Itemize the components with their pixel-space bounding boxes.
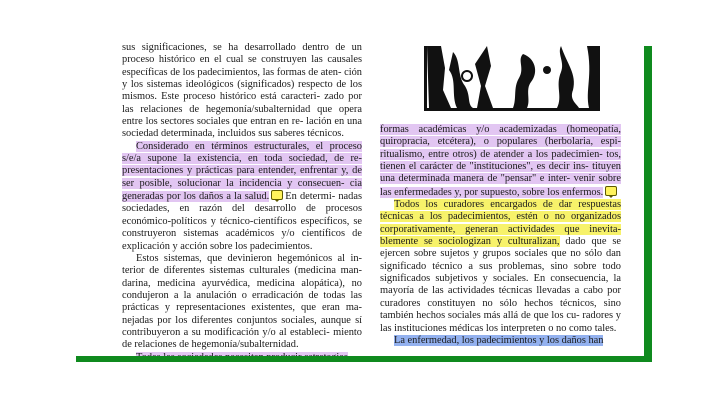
illustration	[424, 46, 600, 111]
frame-border-bottom	[76, 356, 652, 362]
book-page	[76, 40, 652, 360]
paragraph-1: sus significaciones, se ha desarrollado dentro de un proceso histórico en el cual se construyen las causales específicas de los padecimientos, las formas de aten- ción y los sistemas ideológicos (significados) respecto de los mismos. Este proceso histórico está caracteri- zado por las relaciones de hegemonía/subalternidad que opera entre los sectores sociales que entran en re- lación en una sociedad determinada, incluidos sus saberes técnicos.	[122, 42, 362, 140]
paragraph-3	[380, 335, 621, 347]
paragraph-2: Considerado en términos estructurales, el proceso s/e/a supone la existencia, en toda sociedad, de re- presentaciones y prácticas para entender, enfrentar y, de ser posible, solucionar la incidencia y consecuen- cia generadas por los daños a la salud. En determi- nadas sociedades, en razón del desarrollo de procesos económico-políticos y técnico-científicos específicos, se construyeron sistemas académicos y/o científicos de explicación y acción sobre los padecimientos.	[122, 140, 362, 252]
highlight-purple[interactable]: formas académicas y/o academizadas (homeopatía, quiropracia, etcétera), o populares (herbolaria, espi- ritualismo, entre otros) de atender a los padecimien- tos, tienen el carácter de "instituciones", es decir ins- tituyen una determinada manera de "pensar" e inter- venir sobre las enfermedades y, por supuesto, sobre los enfermos.	[380, 124, 621, 198]
sticky-note-icon[interactable]	[605, 186, 617, 196]
highlight-purple[interactable]: Considerado en términos estructurales, el proceso s/e/a supone la existencia, en toda sociedad, de re- presentaciones y prácticas para entender, enfrentar y, de ser posible, solucionar la incidencia y consecuen- cia generadas por los daños a la salud.	[122, 140, 362, 203]
paragraph-2: Todos los curadores encargados de dar respuestas técnicas a los padecimientos, estén o no organizados corporativamente, generan actividades que inevita- blemente se sociologizan y culturalizan, dado que se ejercen sobre sujetos y grupos sociales que no sólo dan significado técnico a sus problemas, sino sobre todo significados subjetivos y sociales. En consecuencia, la mayoría de las actividades técnicas llevadas a cabo por curadores constituyen no sólo hechos técnicos, sino también hechos sociales más allá de que los cu- radores y las instituciones médicas los interpreten o no como tales.	[380, 199, 622, 334]
left-column	[122, 42, 362, 360]
highlight-blue[interactable]: La enfermedad, los padecimientos y los daños han	[394, 334, 604, 346]
sticky-note-icon[interactable]	[271, 190, 283, 200]
highlight-yellow[interactable]: Todos los curadores encargados de dar respuestas técnicas a los padecimientos, estén o no organizados corporativamente, generan actividades que inevita- blemente se sociologizan y culturalizan,	[380, 199, 621, 248]
right-column	[380, 124, 621, 347]
paragraph-3: Estos sistemas, que devinieron hegemónicos al in- terior de diferentes sistemas culturales (medicina man- darina, medicina ayurvédica, medicina alopática), no condujeron a la anulación o erradicación de todas las prácticas y representaciones existentes, que eran ma- nejadas por los diferentes conjuntos sociales, aunque sí contribuyeron a su modificación y/o al estableci- miento de relaciones de hegemonía/subalternidad.	[122, 252, 362, 351]
paragraph-1	[380, 124, 621, 199]
frame-border-right	[644, 46, 652, 362]
